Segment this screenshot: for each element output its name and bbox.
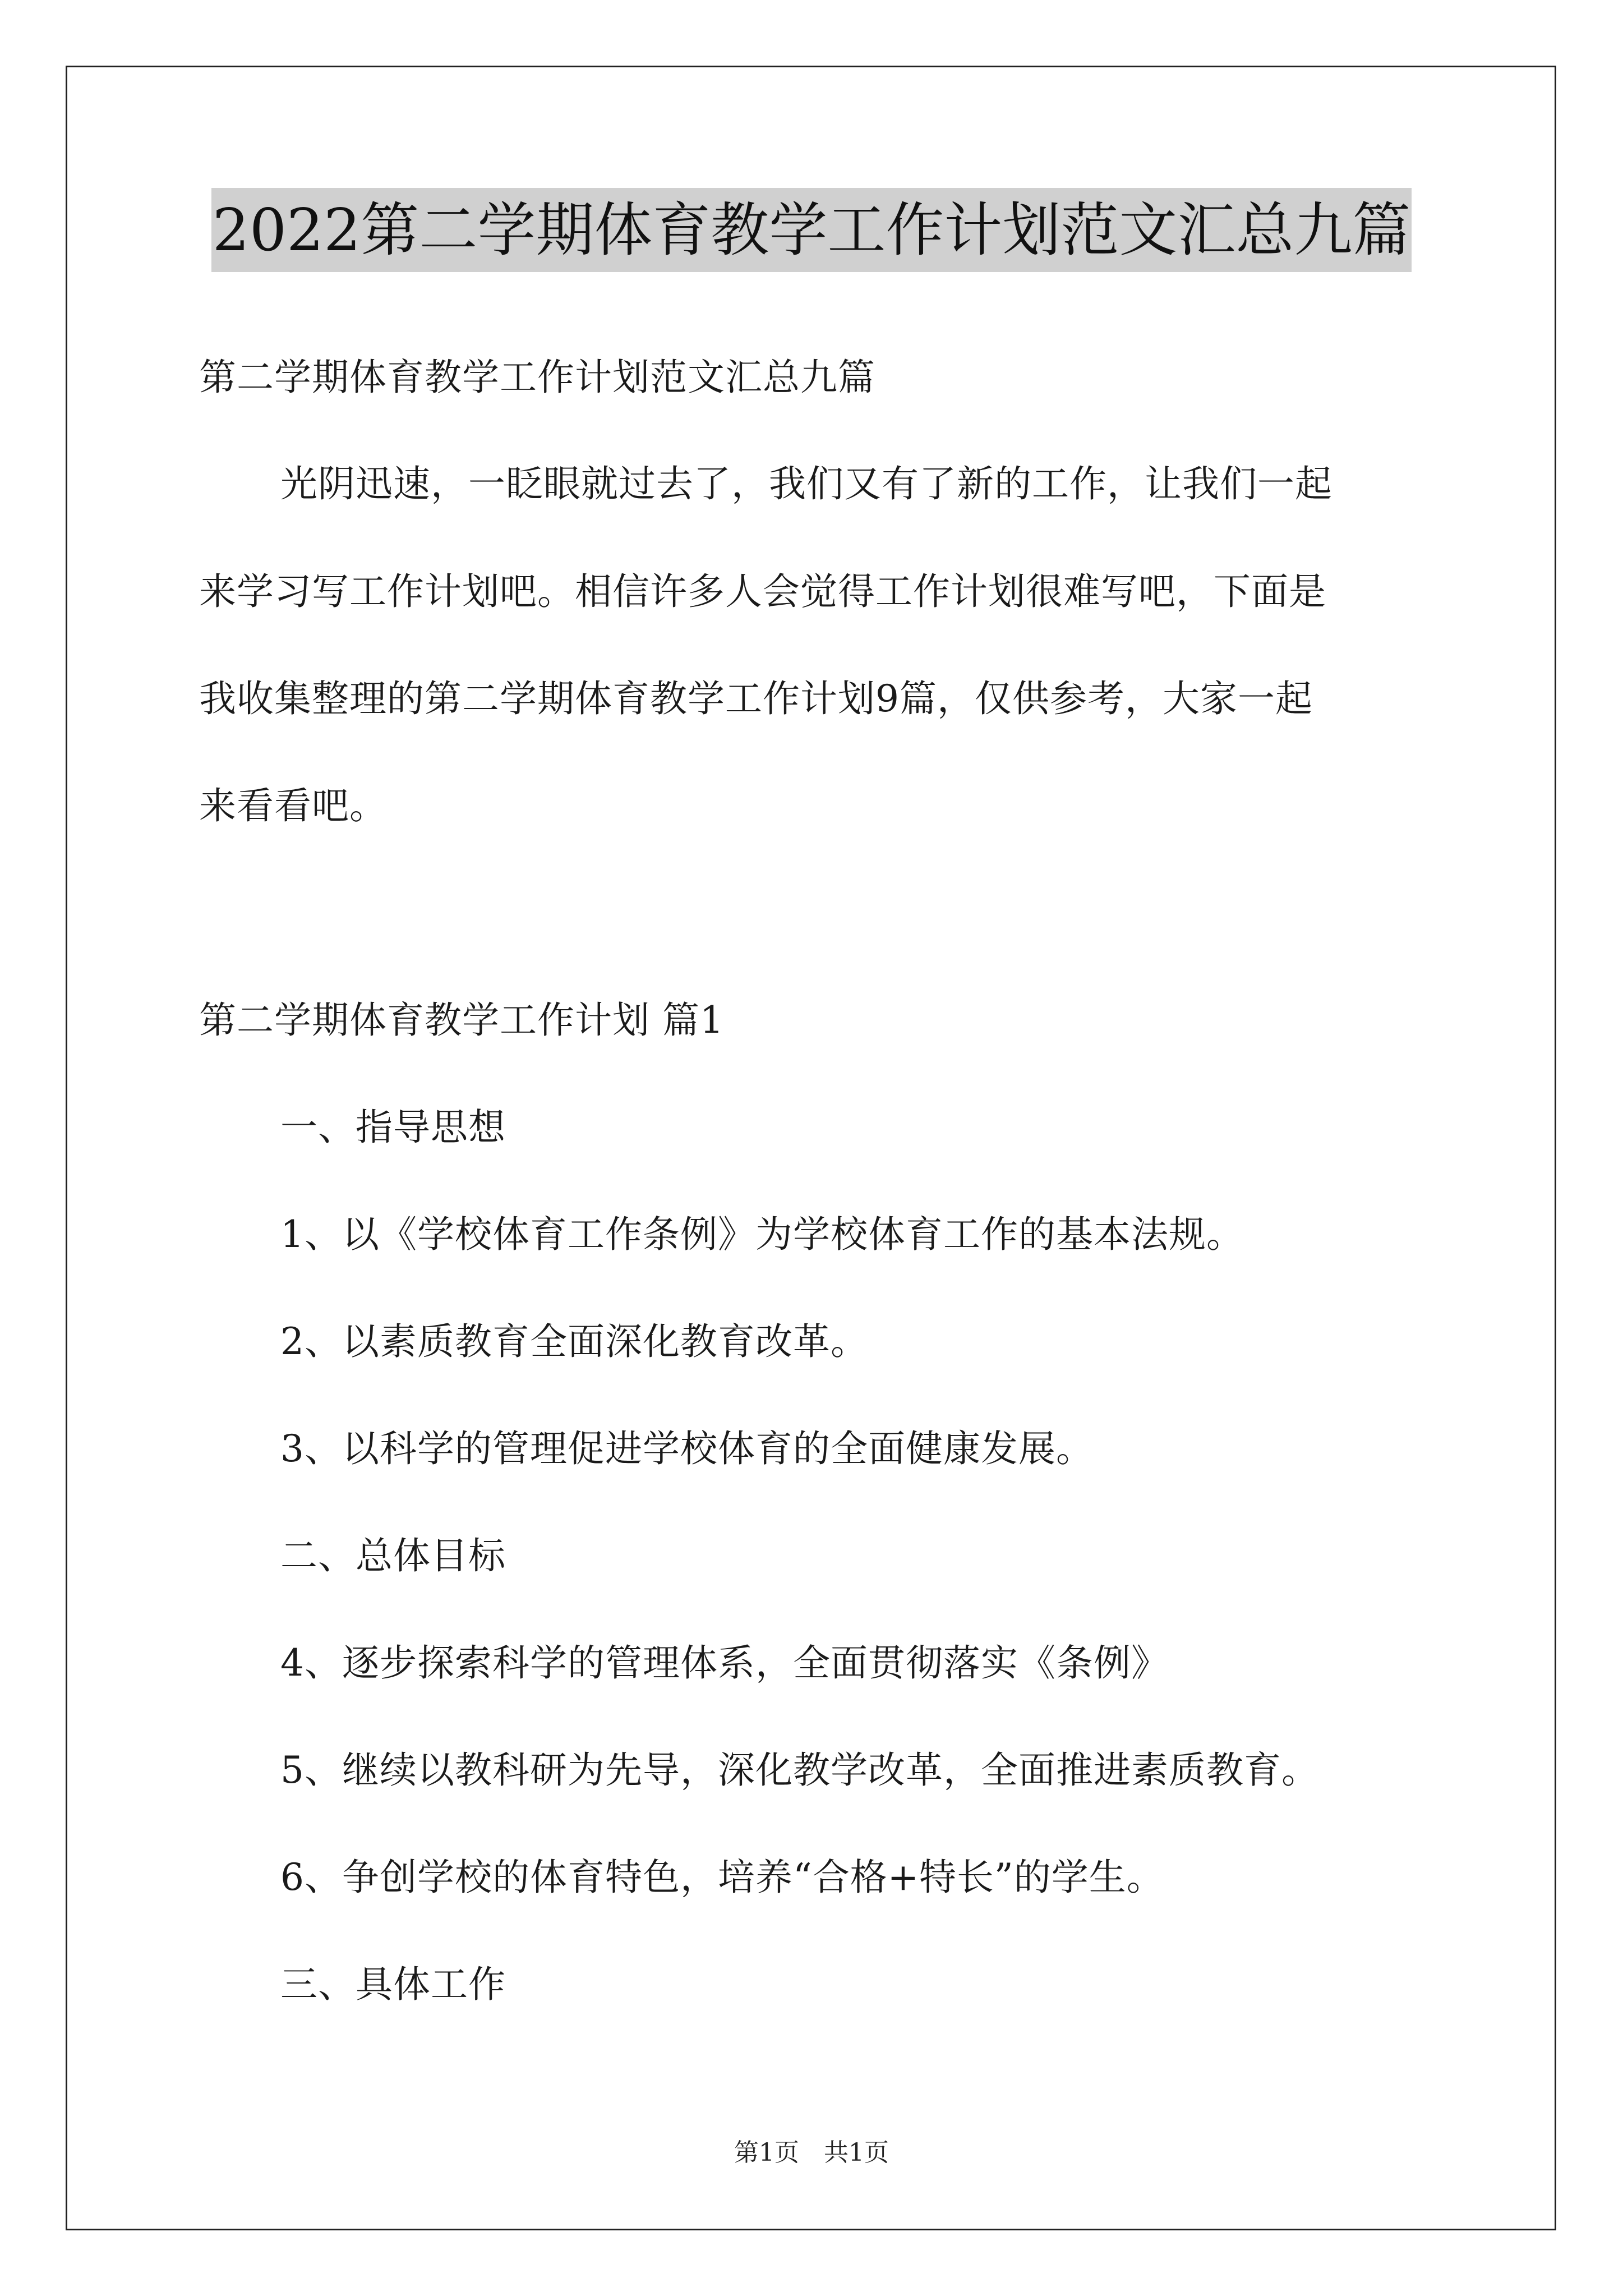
list-item-1: 1、以《学校体育工作条例》为学校体育工作的基本法规。 xyxy=(280,1213,1244,1256)
list-item-6: 6、争创学校的体育特色，培养“合格+特长”的学生。 xyxy=(280,1856,1164,1899)
list-item-3: 3、以科学的管理促进学校体育的全面健康发展。 xyxy=(280,1427,1094,1470)
page-number-total: 共1页 xyxy=(824,2138,889,2167)
page-footer xyxy=(0,2137,1623,2169)
section-heading: 第二学期体育教学工作计划 篇1 xyxy=(199,999,724,1042)
list-item-specific-work: 三、具体工作 xyxy=(280,1963,506,2006)
intro-line-2: 来学习写工作计划吧。相信许多人会觉得工作计划很难写吧，下面是 xyxy=(199,570,1326,613)
document-title: 2022第二学期体育教学工作计划范文汇总九篇 xyxy=(211,188,1412,272)
list-item-5: 5、继续以教科研为先导，深化教学改革，全面推进素质教育。 xyxy=(280,1749,1319,1792)
intro-line-3: 我收集整理的第二学期体育教学工作计划9篇，仅供参考，大家一起 xyxy=(199,677,1313,720)
intro-line-4: 来看看吧。 xyxy=(199,784,387,827)
document-subtitle: 第二学期体育教学工作计划范文汇总九篇 xyxy=(199,356,875,399)
list-item-2: 2、以素质教育全面深化教育改革。 xyxy=(280,1320,868,1363)
title-container xyxy=(0,188,1623,272)
list-item-4: 4、逐步探索科学的管理体系，全面贯彻落实《条例》 xyxy=(280,1641,1169,1685)
list-item-overall-goal: 二、总体目标 xyxy=(280,1534,506,1577)
intro-line-1: 光阴迅速，一眨眼就过去了，我们又有了新的工作，让我们一起 xyxy=(280,462,1332,505)
page-number-current: 第1页 xyxy=(734,2138,799,2167)
list-item-guiding-thought: 一、指导思想 xyxy=(280,1106,506,1149)
